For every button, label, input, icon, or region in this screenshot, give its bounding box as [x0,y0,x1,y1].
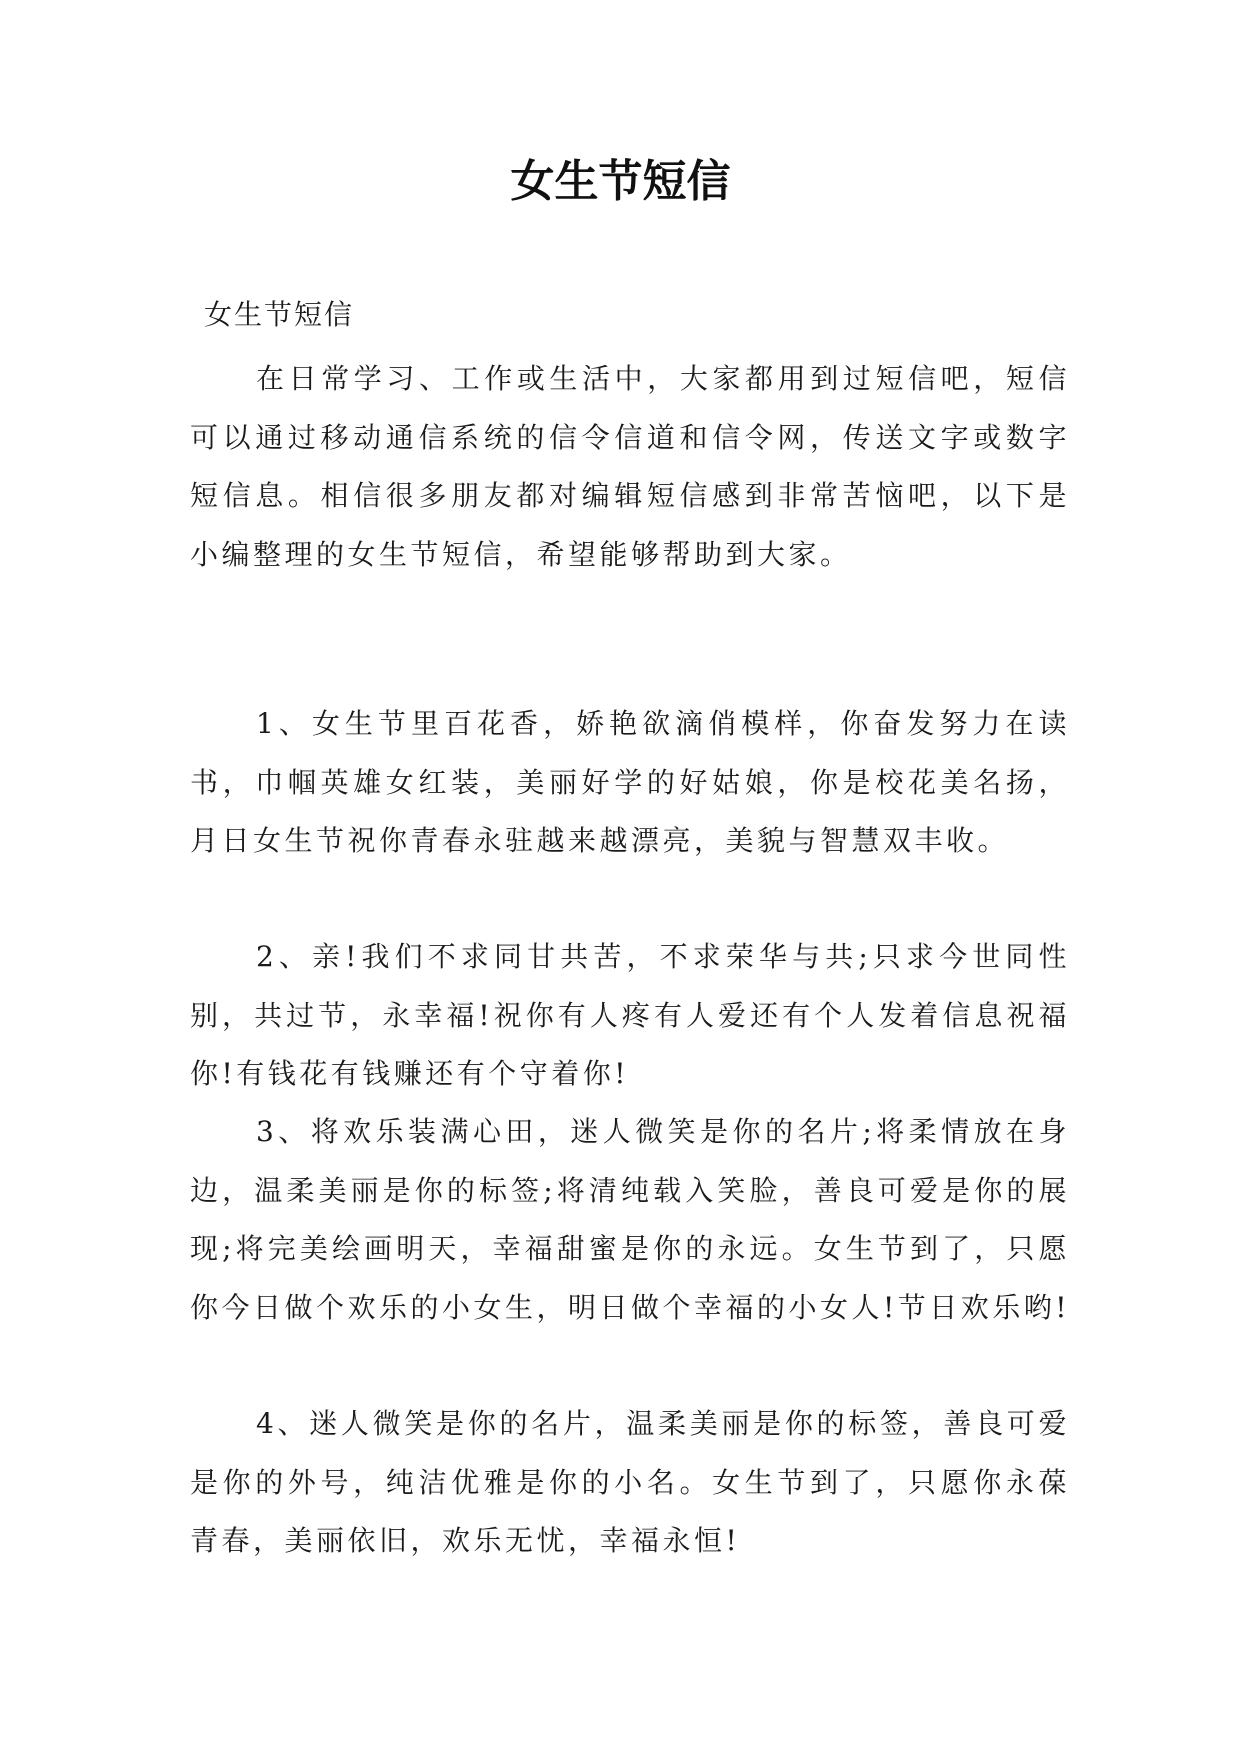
intro-paragraph: 在日常学习、工作或生活中，大家都用到过短信吧，短信可以通过移动通信系统的信令信道和信令网，传送文字或数字短信息。相信很多朋友都对编辑短信感到非常苦恼吧，以下是小编整理的女生节短信，希望能够帮助到大家。 [190,362,1070,571]
page-title: 女生节短信 [510,156,731,207]
message-item-1: 1、女生节里百花香，娇艳欲滴俏模样，你奋发努力在读书，巾帼英雄女红装，美丽好学的好姑娘，你是校花美名扬，月日女生节祝你青春永驻越来越漂亮，美貌与智慧双丰收。 [190,707,1070,857]
message-item-2: 2、亲!我们不求同甘共苦，不求荣华与共;只求今世同性别，共过节，永幸福!祝你有人疼有人爱还有个人发着信息祝福你!有钱花有钱赚还有个守着你! [190,940,1070,1090]
message-item-4: 4、迷人微笑是你的名片，温柔美丽是你的标签，善良可爱是你的外号，纯洁优雅是你的小名。女生节到了，只愿你永葆青春，美丽依旧，欢乐无忧，幸福永恒! [190,1407,1070,1557]
document-subtitle: 女生节短信 [204,298,355,331]
message-item-3: 3、将欢乐装满心田，迷人微笑是你的名片;将柔情放在身边，温柔美丽是你的标签;将清纯载入笑脸，善良可爱是你的展现;将完美绘画明天，幸福甜蜜是你的永远。女生节到了，只愿你今日做个欢乐的小女生，明日做个幸福的小女人!节日欢乐哟! [190,1115,1071,1324]
